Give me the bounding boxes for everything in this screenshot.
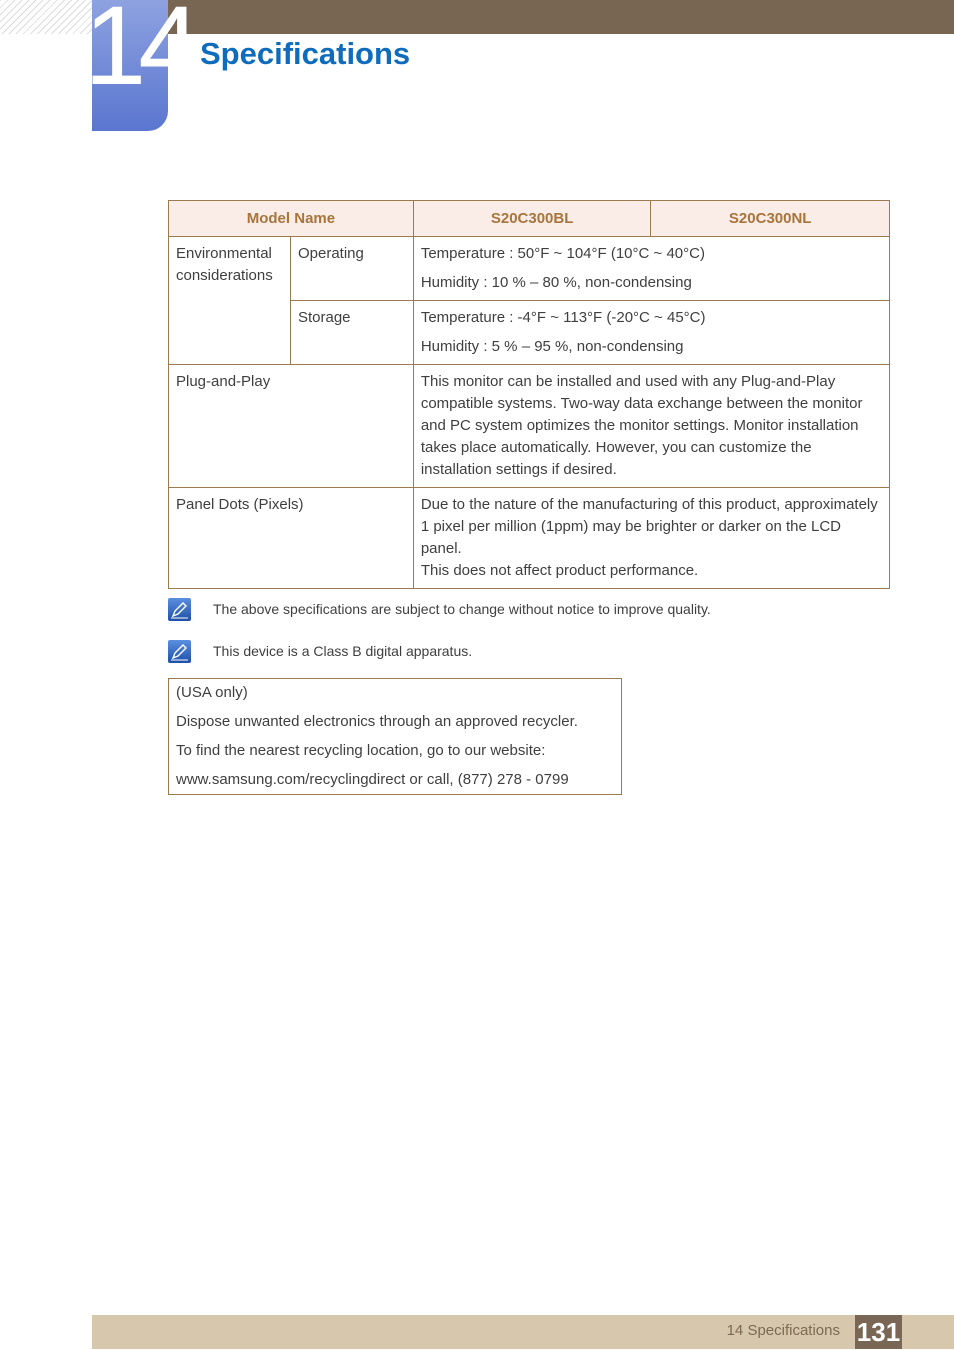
- storage-humidity: Humidity : 5 % – 95 %, non-condensing: [420, 338, 684, 355]
- operating-humidity: Humidity : 10 % – 80 %, non-condensing: [420, 274, 692, 291]
- table-header-row: [169, 201, 890, 237]
- plug-and-play-text: This monitor can be installed and used with any Plug-and-Play compatible systems. Two-way data exchange between the monitor and PC system optimizes the monitor settings. Monitor installation takes place automatically. However, you can customize the installation settings if desired.: [413, 365, 889, 488]
- operating-values: [413, 237, 889, 301]
- operating-temperature: Temperature : 50°F ~ 104°F (10°C ~ 40°C): [420, 245, 705, 262]
- operating-label: Operating: [290, 237, 413, 301]
- recycle-line-2: Dispose unwanted electronics through an approved recycler.: [176, 713, 578, 730]
- note-class-b: [168, 640, 890, 664]
- page-title: Specifications: [200, 36, 411, 71]
- corner-hatch-decoration: [0, 0, 92, 34]
- note-quality: [168, 598, 890, 622]
- note-text: This device is a Class B digital apparatus.: [213, 643, 473, 659]
- header-model-name: Model Name: [169, 201, 414, 237]
- recycle-line-1: (USA only): [176, 684, 248, 701]
- table-row: [169, 365, 890, 488]
- panel-dots-text: Due to the nature of the manufacturing of this product, approximately 1 pixel per million (1ppm) may be brighter or darker on the LCD panel.: [420, 496, 878, 557]
- storage-temperature: Temperature : -4°F ~ 113°F (-20°C ~ 45°C): [420, 309, 706, 326]
- panel-dots-text-2: This does not affect product performance.: [420, 562, 699, 579]
- note-pencil-icon: [168, 640, 191, 663]
- note-text: The above specifications are subject to change without notice to improve quality.: [213, 601, 711, 617]
- header-model-1: S20C300BL: [413, 201, 651, 237]
- header-model-2: S20C300NL: [651, 201, 890, 237]
- recycle-line-4: www.samsung.com/recyclingdirect or call, (877) 278 - 0799: [176, 771, 569, 788]
- panel-dots-values: [413, 488, 889, 589]
- top-banner-bar: [92, 0, 954, 34]
- plug-and-play-label: Plug-and-Play: [169, 365, 414, 488]
- env-label: Environmental considerations: [169, 237, 291, 365]
- footer-section-label: 14 Specifications: [726, 1322, 840, 1339]
- table-row: [169, 237, 890, 301]
- chapter-number-badge: [84, 0, 193, 131]
- storage-values: [413, 301, 889, 365]
- page-number: 131: [856, 1317, 901, 1347]
- chapter-number: 14: [84, 0, 193, 108]
- panel-dots-label: Panel Dots (Pixels): [169, 488, 414, 589]
- storage-label: Storage: [290, 301, 413, 365]
- note-pencil-icon: [168, 598, 191, 621]
- recycling-info-box: [168, 678, 622, 795]
- recycle-line-3: To find the nearest recycling location, go to our website:: [176, 742, 546, 759]
- table-row: [169, 488, 890, 589]
- specifications-table: [168, 200, 890, 589]
